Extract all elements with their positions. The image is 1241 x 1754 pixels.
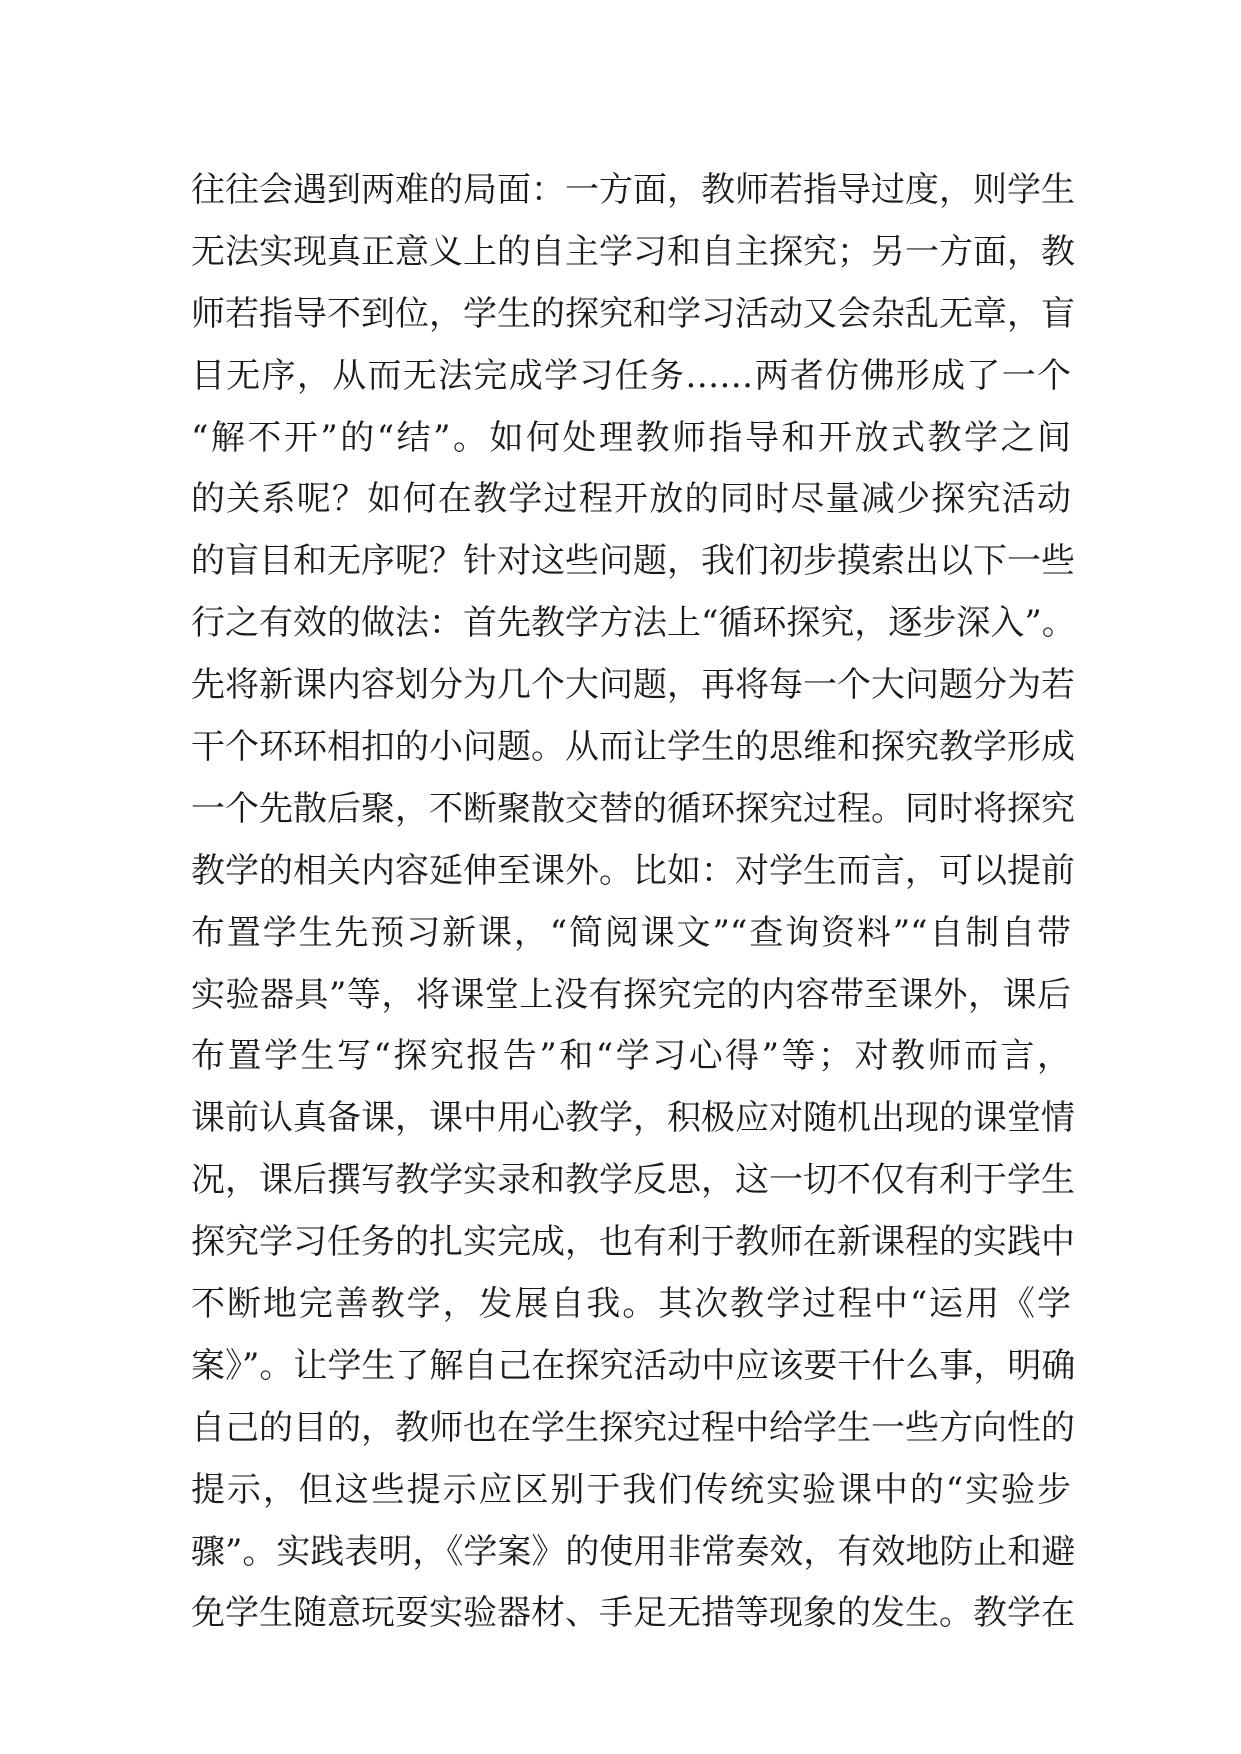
body-text <box>191 160 1076 1645</box>
text-line: “解不开”的“结”。如何处理教师指导和开放式教学之间 <box>191 417 1071 458</box>
text-line: 的关系呢？如何在教学过程开放的同时尽量减少探究活动 <box>191 479 1071 520</box>
text-line: 先将新课内容划分为几个大问题，再将每一个大问题分为若 <box>191 665 1075 706</box>
text-line: 教学的相关内容延伸至课外。比如：对学生而言，可以提前 <box>191 850 1075 891</box>
text-line: 的盲目和无序呢？针对这些问题，我们初步摸索出以下一些 <box>191 541 1075 582</box>
text-line: 无法实现真正意义上的自主学习和自主探究；另一方面，教 <box>191 231 1075 272</box>
text-line: 课前认真备课，课中用心教学，积极应对随机出现的课堂情 <box>191 1098 1075 1139</box>
text-line: 况，课后撰写教学实录和教学反思，这一切不仅有利于学生 <box>191 1160 1075 1201</box>
text-line: 不断地完善教学，发展自我。其次教学过程中“运用《学 <box>191 1284 1071 1325</box>
text-line: 探究学习任务的扎实完成，也有利于教师在新课程的实践中 <box>191 1222 1075 1263</box>
text-line: 目无序，从而无法完成学习任务……两者仿佛形成了一个 <box>191 355 1071 396</box>
text-line: 案》”。让学生了解自己在探究活动中应该要干什么事，明确 <box>191 1345 1076 1386</box>
text-line: 师若指导不到位，学生的探究和学习活动又会杂乱无章，盲 <box>191 293 1075 334</box>
text-line: 一个先散后聚，不断聚散交替的循环探究过程。同时将探究 <box>191 788 1075 829</box>
text-line: 提示，但这些提示应区别于我们传统实验课中的“实验步 <box>191 1469 1071 1510</box>
text-line: 行之有效的做法：首先教学方法上“循环探究，逐步深入”。 <box>191 603 1076 644</box>
text-line: 骤”。实践表明，《学案》的使用非常奏效，有效地防止和避 <box>191 1531 1076 1572</box>
text-line: 干个环环相扣的小问题。从而让学生的思维和探究教学形成 <box>191 727 1075 768</box>
text-line: 往往会遇到两难的局面：一方面，教师若指导过度，则学生 <box>191 170 1075 210</box>
text-line: 自己的目的，教师也在学生探究过程中给学生一些方向性的 <box>191 1407 1075 1448</box>
text-line: 实验器具”等，将课堂上没有探究完的内容带至课外，课后 <box>191 974 1071 1015</box>
text-line: 免学生随意玩耍实验器材、手足无措等现象的发生。教学在 <box>191 1593 1075 1634</box>
text-line: 布置学生写“探究报告”和“学习心得”等；对教师而言， <box>191 1036 1071 1077</box>
text-line: 布置学生先预习新课，“简阅课文”“查询资料”“自制自带 <box>191 912 1071 953</box>
